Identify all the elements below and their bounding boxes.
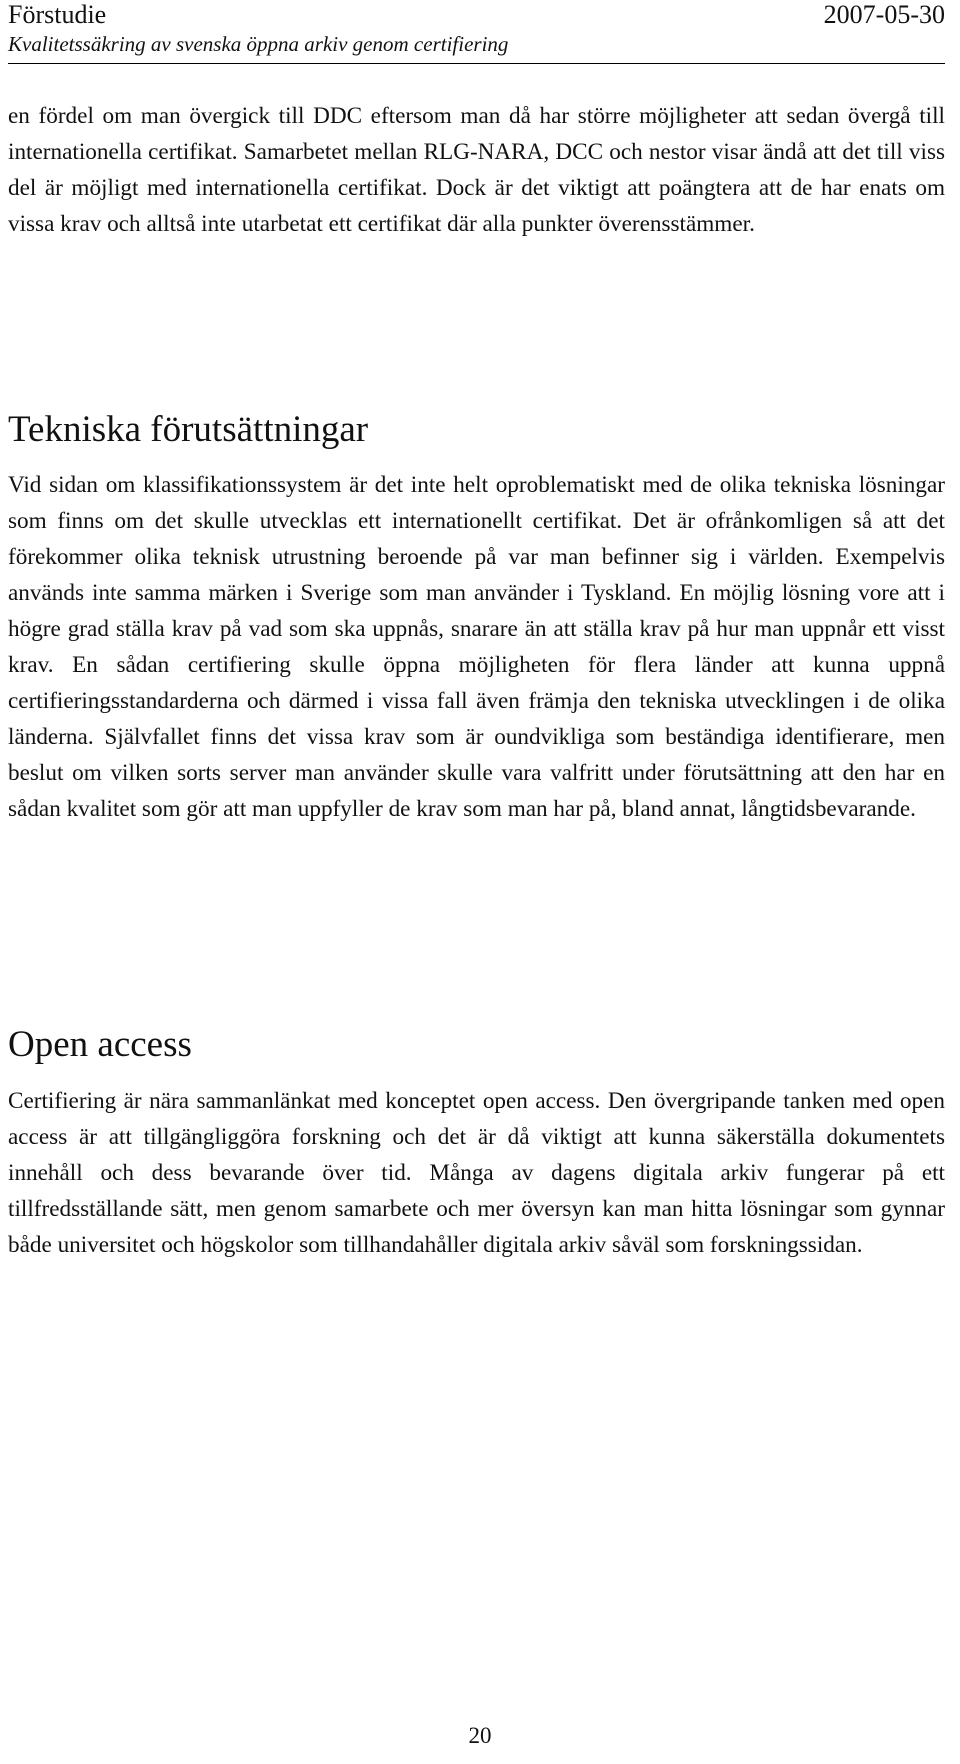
header-subtitle: Kvalitetssäkring av svenska öppna arkiv genom certifiering xyxy=(8,32,509,56)
section-heading-tekniska-forutsattningar: Tekniska förutsättningar xyxy=(8,409,369,450)
header-date: 2007-05-30 xyxy=(823,0,945,29)
body-paragraph-tekniska-forutsattningar: Vid sidan om klassifikationssystem är det inte helt oproblematiskt med de olika tekniska lösningar som finns om det skulle utvecklas ett internationellt certifikat. Det är ofrånkomligen så att det förekommer olika teknisk utrustning beroende på var man befinner sig i världen. Exempelvis används inte samma märken i Sverige som man använder i Tyskland. En möjlig lösning vore att i högre grad ställa krav på vad som ska uppnås, snarare än att ställa krav på hur man uppnår ett visst krav. En sådan certifiering skulle öppna möjligheten för flera länder att kunna uppnå certifieringsstandarderna och därmed i vissa fall även främja den tekniska utvecklingen i de olika länderna. Självfallet finns det vissa krav som är oundvikliga som beständiga identifierare, men beslut om vilken sorts server man använder skulle vara valfritt under förutsättning att den har en sådan kvalitet som gör att man uppfyller de krav som man har på, bland annat, långtidsbevarande. xyxy=(8,472,945,822)
page-number: 20 xyxy=(468,1723,492,1748)
section-heading-open-access: Open access xyxy=(8,1024,192,1065)
page-header xyxy=(8,0,945,64)
header-title: Förstudie xyxy=(8,0,107,29)
body-paragraph-open-access: Certifiering är nära sammanlänkat med konceptet open access. Den övergripande tanken med open access är att tillgängliggöra forskning och det är då viktigt att kunna säkerställa dokumentets innehåll och dess bevarande över tid. Många av dagens digitala arkiv fungerar på ett tillfredsställande sätt, men genom samarbete och mer översyn kan man hitta lösningar som gynnar både universitet och högskolor som tillhandahåller digitala arkiv såväl som forskningssidan. xyxy=(8,1088,945,1258)
header-divider xyxy=(8,63,945,64)
body-paragraph-intro: en fördel om man övergick till DDC eftersom man då har större möjligheter att sedan övergå till internationella certifikat. Samarbetet mellan RLG-NARA, DCC och nestor visar ändå att det till viss del är möjligt med internationella certifikat. Dock är det viktigt att poängtera att de har enats om vissa krav och alltså inte utarbetat ett certifikat där alla punkter överensstämmer. xyxy=(8,103,945,237)
